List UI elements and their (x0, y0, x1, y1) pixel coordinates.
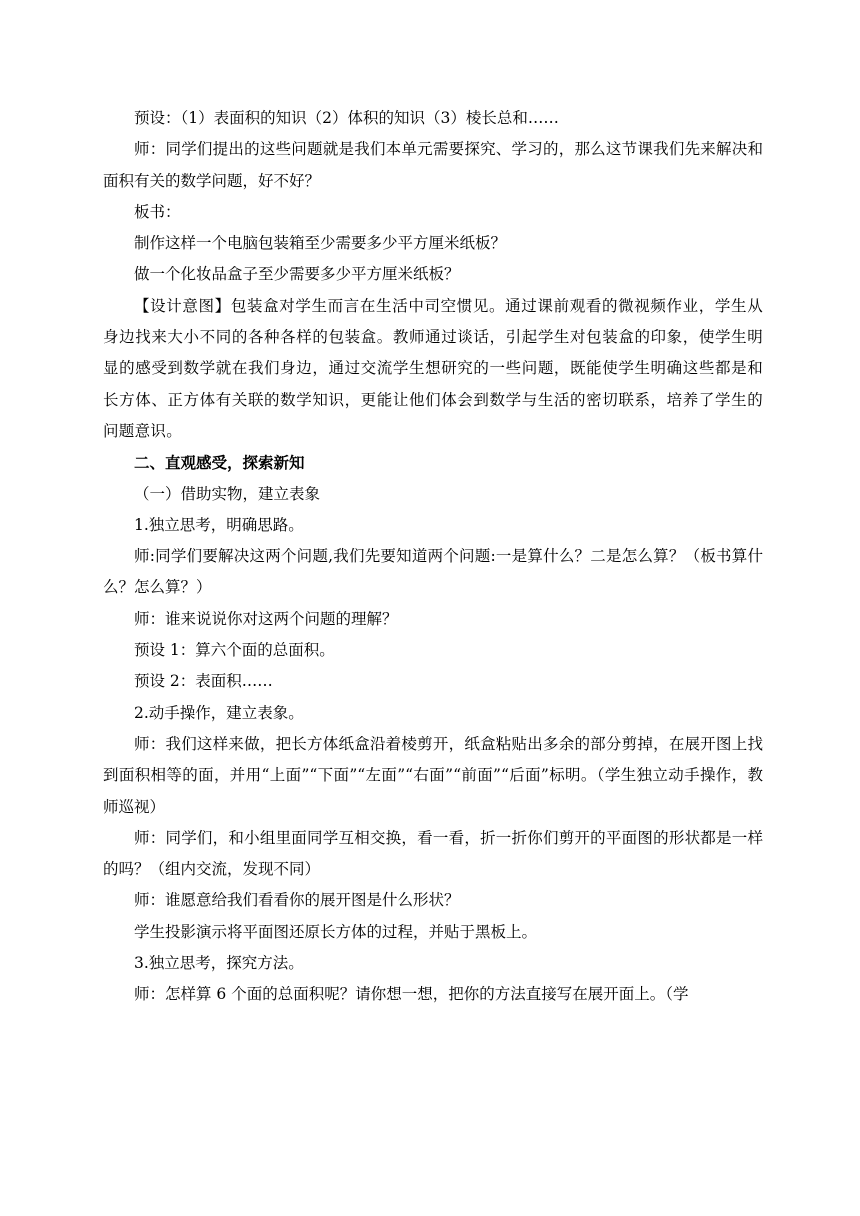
paragraph-design-intent: 【设计意图】包装盒对学生而言在生活中司空惯见。通过课前观看的微视频作业，学生从身边找来大小不同的各种各样的包装盒。教师通过谈话，引起学生对包装盒的印象，使学生明显的感受到数学就在我们身边，通过交流学生想研究的一些问题，既能使学生明确这些都是和长方体、正方体有关联的数学知识，更能让他们体会到数学与生活的密切联系，培养了学生的问题意识。 (103, 296, 763, 440)
step-heading-method: 3.独立思考，探究方法。 (134, 954, 304, 973)
step-heading-hands-on: 2.动手操作，建立表象。 (134, 703, 304, 722)
paragraph-preset-1: 预设 1：算六个面的总面积。 (134, 641, 335, 660)
paragraph-exchange: 师：同学们，和小组里面同学互相交换，看一看，折一折你们剪开的平面图的形状都是一样的吗？（组内交流，发现不同） (103, 828, 763, 879)
paragraph-board-label: 板书： (134, 202, 181, 221)
paragraph-preset-2: 预设 2：表面积…… (134, 672, 273, 691)
paragraph-teacher-intro: 师：同学们提出的这些问题就是我们本单元需要探究、学习的，那么这节课我们先来解决和面积有关的数学问题，好不好？ (103, 140, 763, 190)
subsection-heading-objects: （一）借助实物，建立表象 (134, 484, 321, 503)
paragraph-projection: 学生投影演示将平面图还原长方体的过程，并贴于黑板上。 (134, 922, 538, 941)
paragraph-show-net: 师：谁愿意给我们看看你的展开图是什么形状？ (134, 891, 460, 910)
paragraph-two-questions: 师:同学们要解决这两个问题,我们先要知道两个问题:一是算什么？二是怎么算？（板书算什么？怎么算？） (103, 547, 763, 597)
paragraph-question-cosmetic-box: 做一个化妆品盒子至少需要多少平方厘米纸板？ (134, 265, 460, 284)
step-heading-think: 1.独立思考，明确思路。 (134, 515, 304, 534)
paragraph-who-explains: 师：谁来说说你对这两个问题的理解？ (134, 609, 398, 628)
paragraph-calc-six-faces: 师：怎样算 6 个面的总面积呢？请你想一想，把你的方法直接写在展开面上。（学 (134, 985, 689, 1004)
paragraph-cut-box: 师：我们这样来做，把长方体纸盒沿着棱剪开，纸盒粘贴出多余的部分剪掉，在展开图上找到面积相等的面，并用“上面”“下面”“左面”“右面”“前面”“后面”标明。（学生独立动手操作，教师巡视） (103, 734, 763, 816)
section-heading-explore: 二、直观感受，探索新知 (134, 453, 305, 473)
paragraph-preset-knowledge: 预设：（1）表面积的知识（2）体积的知识（3）棱长总和…… (134, 109, 559, 127)
document-page (103, 103, 763, 1011)
paragraph-question-computer-box: 制作这样一个电脑包装箱至少需要多少平方厘米纸板？ (134, 234, 507, 253)
